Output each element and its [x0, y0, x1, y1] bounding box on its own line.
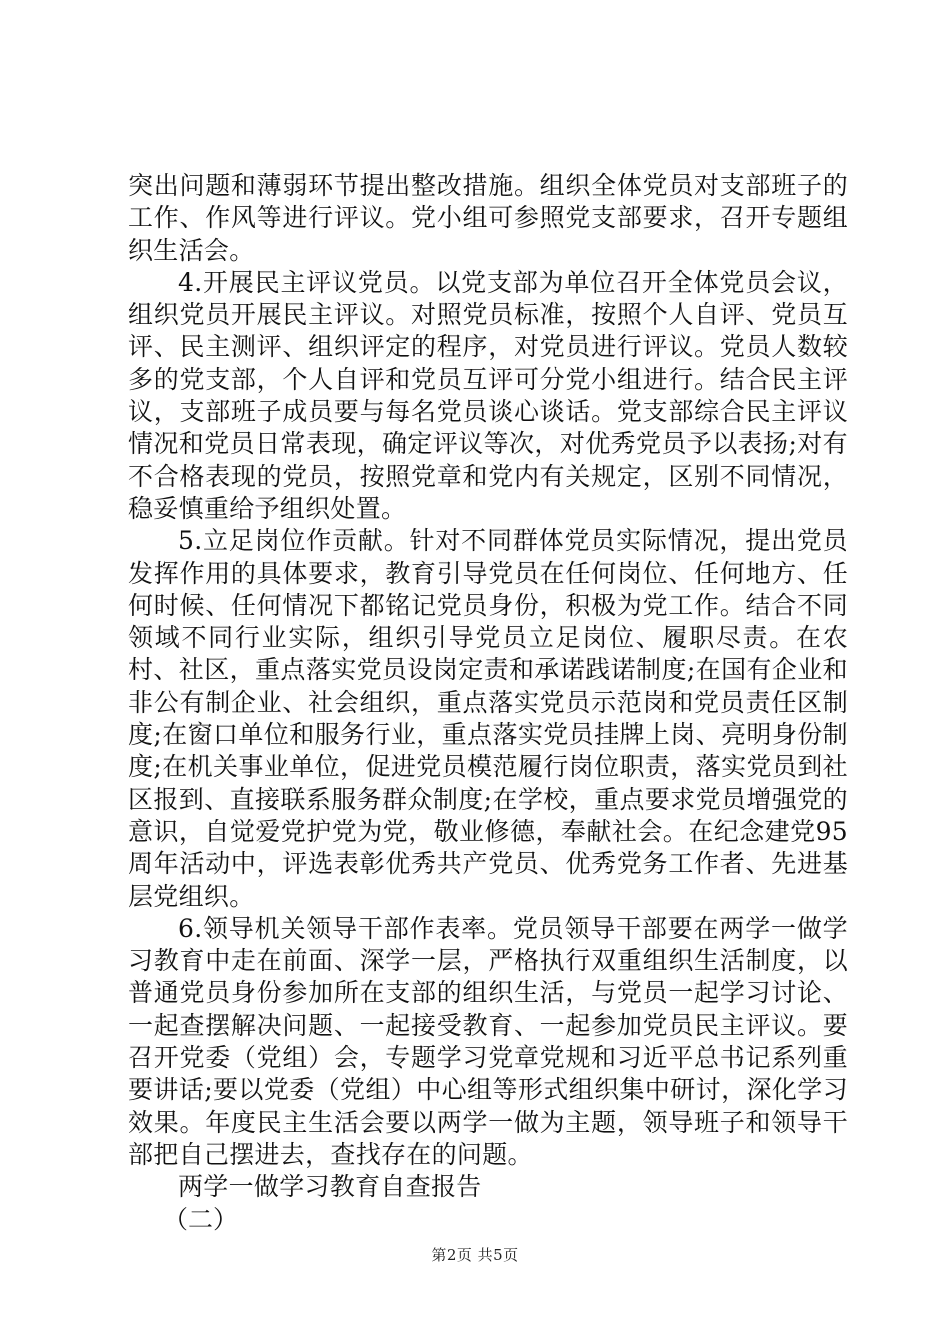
paragraph-item-6: 6.领导机关领导干部作表率。党员领导干部要在两学一做学习教育中走在前面、深学一层，严格执行双重组织生活制度，以普通党员身份参加所在支部的组织生活，与党员一起学习讨论、一起查摆解决问题、一起接受教育、一起参加党员民主评议。要召开党委（党组）会，专题学习党章党规和习近平总书记系列重要讲话;要以党委（党组）中心组等形式组织集中研讨，深化学习效果。年度民主生活会要以两学一做为主题，领导班子和领导干部把自己摆进去，查找存在的问题。 [128, 913, 849, 1169]
paragraph-continuation: 突出问题和薄弱环节提出整改措施。组织全体党员对支部班子的工作、作风等进行评议。党小组可参照党支部要求，召开专题组织生活会。 [128, 171, 848, 265]
paragraph-item-4: 4.开展民主评议党员。以党支部为单位召开全体党员会议，组织党员开展民主评议。对照党员标准，按照个人自评、党员互评、民主测评、组织评定的程序，对党员进行评议。党员人数较多的党支部，个人自评和党员互评可分党小组进行。结合民主评议，支部班子成员要与每名党员谈心谈话。党支部综合民主评议情况和党员日常表现，确定评议等次，对优秀党员予以表扬;对有不合格表现的党员，按照党章和党内有关规定，区别不同情况，稳妥慎重给予组织处置。 [128, 267, 848, 523]
paragraph-item-5: 5.立足岗位作贡献。针对不同群体党员实际情况，提出党员发挥作用的具体要求，教育引导党员在任何岗位、任何地方、任何时候、任何情况下都铭记党员身份，积极为党工作。结合不同领域不同行业实际，组织引导党员立足岗位、履职尽责。在农村、社区，重点落实党员设岗定责和承诺践诺制度;在国有企业和非公有制企业、社会组织，重点落实党员示范岗和党员责任区制度;在窗口单位和服务行业，重点落实党员挂牌上岗、亮明身份制度;在机关事业单位，促进党员模范履行岗位职责，落实党员到社区报到、直接联系服务群众制度;在学校，重点要求党员增强党的意识，自觉爱党护党为党，敬业修德，奉献社会。在纪念建党95周年活动中，评选表彰优秀共产党员、优秀党务工作者、先进基层党组织。 [128, 526, 848, 911]
section-number-line: （二） [163, 1204, 239, 1234]
report-title-line: 两学一做学习教育自查报告 [178, 1172, 482, 1202]
document-body [128, 170, 848, 1236]
page-number-footer: 第2页 共5页 [431, 1246, 519, 1264]
